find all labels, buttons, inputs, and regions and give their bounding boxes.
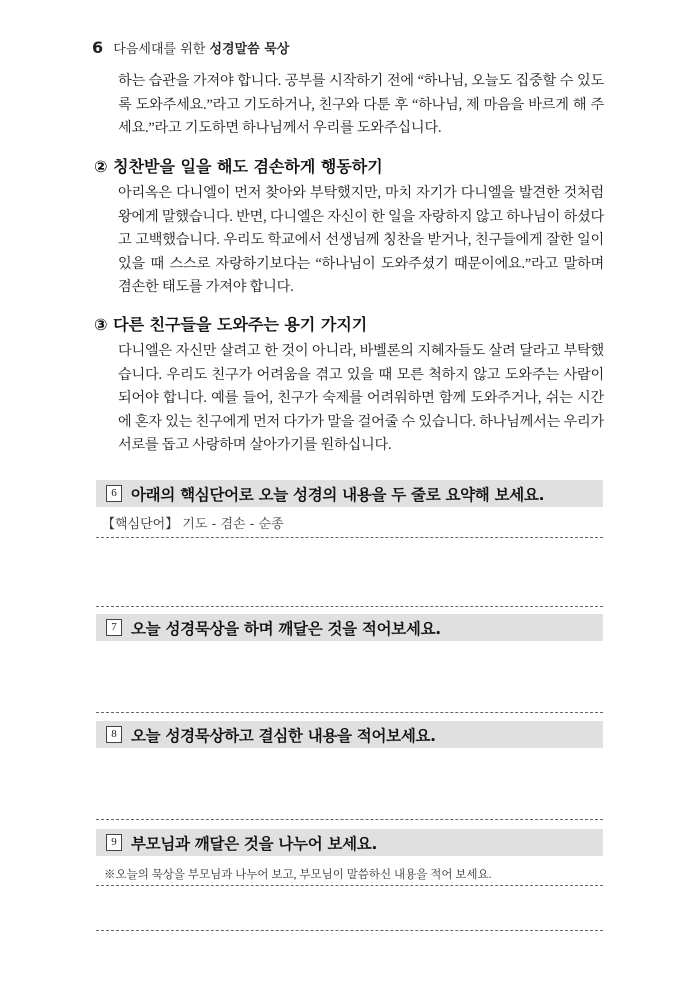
question-8-number: 8 [106,726,122,743]
question-6-text: 아래의 핵심단어로 오늘 성경의 내용을 두 줄로 요약해 보세요. [131,485,545,504]
answer-line[interactable] [96,885,603,886]
page-header [92,38,289,57]
answer-line[interactable] [96,606,603,607]
paragraph-humility: 아리옥은 다니엘이 먼저 찾아와 부탁했지만, 마치 자기가 다니엘을 발견한 것처럼 왕에게 말했습니다. 반면, 다니엘은 자신이 한 일을 자랑하지 않고 하나님이 하셨다고 고백했습니다. 우리도 학교에서 선생님께 칭찬을 받거나, 친구들에게 잘한 일이 있을 때 스스로 자랑하기보다는 “하나님이 도와주셨기 때문이에요.”라고 말하며 겸손한 태도를 가져야 합니다. [118,185,604,296]
keywords [102,513,284,532]
answer-line[interactable] [96,819,603,820]
keywords-label: 【핵심단어】 [102,517,179,532]
page-number: 6 [92,38,104,57]
keywords-text: 기도 - 겸손 - 순종 [182,517,284,532]
answer-line[interactable] [96,537,603,538]
paragraph-prayer: 하는 습관을 가져야 합니다. 공부를 시작하기 전에 “하나님, 오늘도 집중할 수 있도록 도와주세요.”라고 기도하거나, 친구와 다툰 후 “하나님, 제 마음을 바르게 해 주세요.”라고 기도하면 하나님께서 우리를 도와주십니다. [118,73,604,137]
section-heading-courage: ③ 다른 친구들을 도와주는 용기 가지기 [94,315,368,334]
question-7-number: 7 [106,619,122,636]
question-8-text: 오늘 성경묵상하고 결심한 내용을 적어보세요. [131,726,436,745]
answer-line[interactable] [96,930,603,931]
question-7-text: 오늘 성경묵상을 하며 깨달은 것을 적어보세요. [131,619,441,638]
question-6-number: 6 [106,485,122,502]
paragraph-courage: 다니엘은 자신만 살려고 한 것이 아니라, 바벨론의 지혜자들도 살려 달라고 부탁했습니다. 우리도 친구가 어려움을 겪고 있을 때 모른 척하지 않고 도와주는 사람이 되어야 합니다. 예를 들어, 친구가 숙제를 어려워하면 함께 도와주거나, 쉬는 시간에 혼자 있는 친구에게 먼저 다가가 말을 걸어줄 수 있습니다. 하나님께서는 우리가 서로를 돕고 사랑하며 살아가기를 원하십니다. [118,343,604,454]
question-6-bar [96,480,603,507]
question-9-number: 9 [106,834,122,851]
question-8-bar [96,721,603,748]
question-7-bar [96,614,603,641]
section-heading-humility: ② 칭찬받을 일을 해도 겸손하게 행동하기 [94,157,383,176]
answer-line[interactable] [96,712,603,713]
sharing-note: ※오늘의 묵상을 부모님과 나누어 보고, 부모님이 말씀하신 내용을 적어 보세요. [104,869,492,881]
book-title: 성경말씀 묵상 [209,42,290,57]
series-title: 다음세대를 위한 [113,42,206,57]
question-9-text: 부모님과 깨달은 것을 나누어 보세요. [131,834,378,853]
question-9-bar [96,829,603,856]
